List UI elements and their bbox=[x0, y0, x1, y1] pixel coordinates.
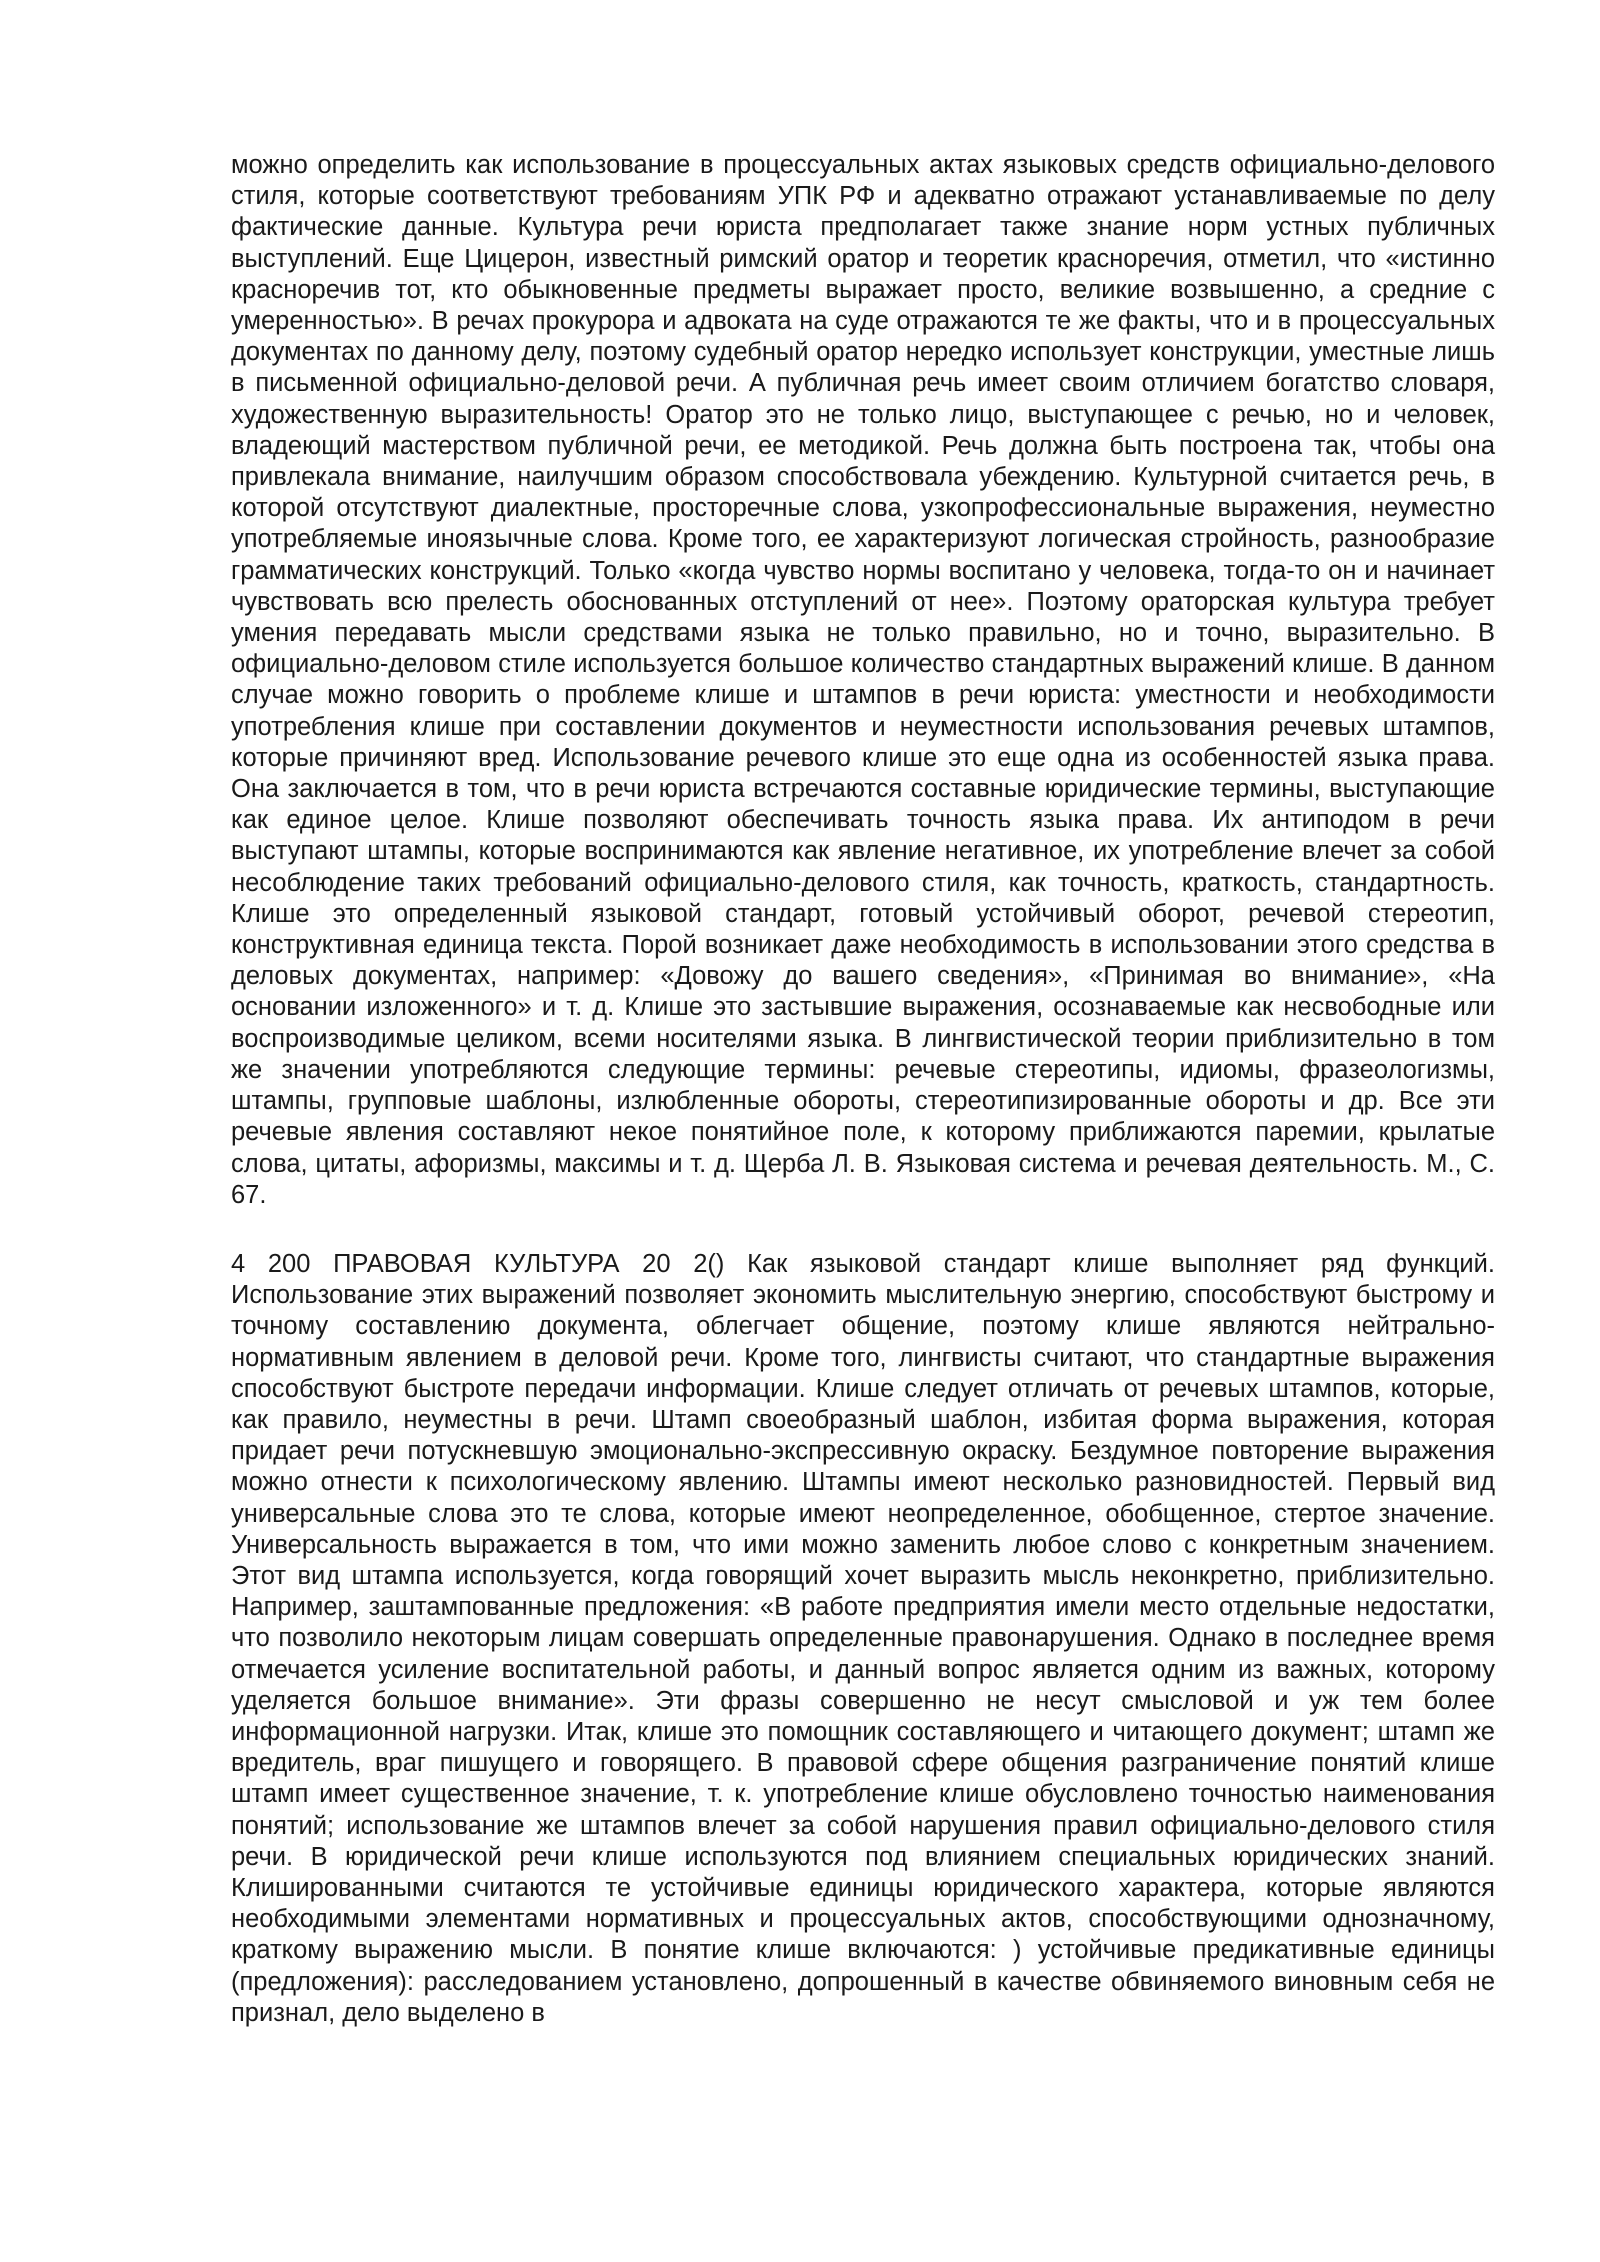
document-page bbox=[231, 150, 1495, 2029]
paragraph-1: можно определить как использование в процессуальных актах языковых средств официально-делового стиля, которые соответствуют требованиям УПК РФ и адекватно отражают устанавливаемые по делу фактические данные. Культура речи юриста предполагает также знание норм устных публичных выступлений. Еще Цицерон, известный римский оратор и теоретик красноречия, отметил, что «истинно красноречив тот, кто обыкновенные предметы выражает просто, великие возвышенно, а средние с умеренностью». В речах прокурора и адвоката на суде отражаются те же факты, что и в процессуальных документах по данному делу, поэтому судебный оратор нередко использует конструкции, уместные лишь в письменной официально-деловой речи. А публичная речь имеет своим отличием богатство словаря, художественную выразительность! Оратор это не только лицо, выступающее с речью, но и человек, владеющий мастерством публичной речи, ее методикой. Речь должна быть построена так, чтобы она привлекала внимание, наилучшим образом способствовала убеждению. Культурной считается речь, в которой отсутствуют диалектные, просторечные слова, узкопрофессиональные выражения, неуместно употребляемые иноязычные слова. Кроме того, ее характеризуют логическая стройность, разнообразие грамматических конструкций. Только «когда чувство нормы воспитано у человека, тогда-то он и начинает чувствовать всю прелесть обоснованных отступлений от нее». Поэтому ораторская культура требует умения передавать мысли средствами языка не только правильно, но и точно, выразительно. В официально-деловом стиле используется большое количество стандартных выражений клише. В данном случае можно говорить о проблеме клише и штампов в речи юриста: уместности и необходимости употребления клише при составлении документов и неуместности использования речевых штампов, которые причиняют вред. Использование речевого клише это еще одна из особенностей языка права. Она заключается в том, что в речи юриста встречаются составные юридические термины, выступающие как единое целое. Клише позволяют обеспечивать точность языка права. Их антиподом в речи выступают штампы, которые воспринимаются как явление негативное, их употребление влечет за собой несоблюдение таких требований официально-делового стиля, как точность, краткость, стандартность. Клише это определенный языковой стандарт, готовый устойчивый оборот, речевой стереотип, конструктивная единица текста. Порой возникает даже необходимость в использовании этого средства в деловых документах, например: «Довожу до вашего сведения», «Принимая во внимание», «На основании изложенного» и т. д. Клише это застывшие выражения, осознаваемые как несвободные или воспроизводимые целиком, всеми носителями языка. В лингвистической теории приблизительно в том же значении употребляются следующие термины: речевые стереотипы, идиомы, фразеологизмы, штампы, групповые шаблоны, излюбленные обороты, стереотипизированные обороты и др. Все эти речевые явления составляют некое понятийное поле, к которому приближаются паремии, крылатые слова, цитаты, афоризмы, максимы и т. д. Щерба Л. В. Языковая система и речевая деятельность. М., С. 67. bbox=[231, 151, 1495, 1209]
paragraph-2: 4 200 ПРАВОВАЯ КУЛЬТУРА 20 2() Как языковой стандарт клише выполняет ряд функций. Использование этих выражений позволяет экономить мыслительную энергию, способствуют быстрому и точному составлению документа, облегчает общение, поэтому клише являются нейтрально-нормативным явлением в деловой речи. Кроме того, лингвисты считают, что стандартные выражения способствуют быстроте передачи информации. Клише следует отличать от речевых штампов, которые, как правило, неуместны в речи. Штамп своеобразный шаблон, избитая форма выражения, которая придает речи потускневшую эмоционально-экспрессивную окраску. Бездумное повторение выражения можно отнести к психологическому явлению. Штампы имеют несколько разновидностей. Первый вид универсальные слова это те слова, которые имеют неопределенное, обобщенное, стертое значение. Универсальность выражается в том, что ими можно заменить любое слово с конкретным значением. Этот вид штампа используется, когда говорящий хочет выразить мысль неконкретно, приблизительно. Например, заштампованные предложения: «В работе предприятия имели место отдельные недостатки, что позволило некоторым лицам совершать определенные правонарушения. Однако в последнее время отмечается усиление воспитательной работы, и данный вопрос является одним из важных, которому уделяется большое внимание». Эти фразы совершенно не несут смысловой и уж тем более информационной нагрузки. Итак, клише это помощник составляющего и читающего документ; штамп же вредитель, враг пишущего и говорящего. В правовой сфере общения разграничение понятий клише штамп имеет существенное значение, т. к. употребление клише обусловлено точностью наименования понятий; использование же штампов влечет за собой нарушения правил официально-делового стиля речи. В юридической речи клише используются под влиянием специальных юридических знаний. Клишированными считаются те устойчивые единицы юридического характера, которые являются необходимыми элементами нормативных и процессуальных актов, способствующими однозначному, краткому выражению мысли. В понятие клише включаются: ) устойчивые предикативные единицы (предложения): расследованием установлено, допрошенный в качестве обвиняемого виновным себя не признал, дело выделено в bbox=[231, 1249, 1495, 2027]
